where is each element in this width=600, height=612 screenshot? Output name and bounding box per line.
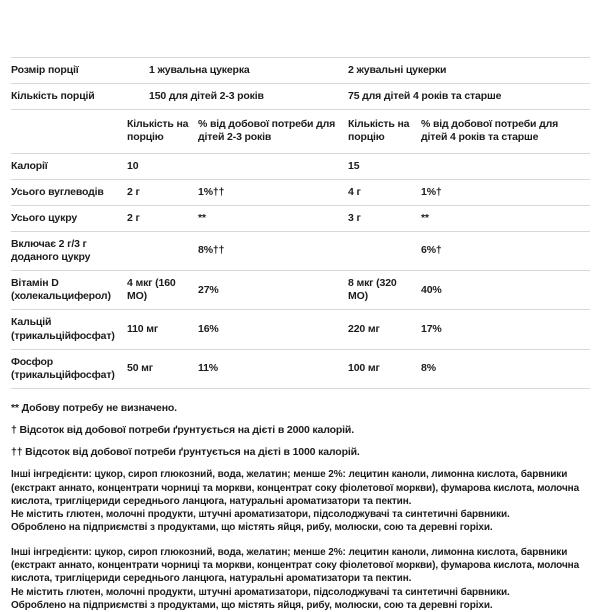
ingredients-paragraph-1	[11, 468, 590, 534]
nutrient-amount-group1: 10	[127, 159, 139, 172]
nutrient-label: Калорії	[11, 159, 48, 172]
col-header-dv-group2: % від добової потреби для дітей 4 років та старше	[421, 118, 559, 144]
nutrient-dv-group2: 17%	[421, 322, 442, 335]
nutrient-dv-group2: **	[421, 211, 429, 224]
servings-count-value-group2: 75 для дітей 4 років та старше	[348, 90, 502, 103]
table-row-total-sugars	[11, 206, 590, 232]
nutrient-amount-group2: 220 мг	[348, 322, 380, 335]
allergen-facility-sentence: Оброблено на підприємстві з продуктами, що містять яйця, рибу, молюски, сою та деревні горіхи.	[11, 599, 493, 611]
nutrient-amount-group1: 4 мкг (160 МО)	[127, 277, 176, 303]
footnote-2000-calorie-diet: † Відсоток від добової потреби ґрунтується на дієті в 2000 калорій.	[11, 424, 354, 436]
does-not-contain-sentence: Не містить глютен, молочні продукти, штучні ароматизатори, підсолоджувачі та синтетичні барвники.	[11, 586, 510, 598]
allergen-facility-sentence: Оброблено на підприємстві з продуктами, що містять яйця, рибу, молюски, сою та деревні горіхи.	[11, 522, 493, 534]
footnote-daily-value-not-established: ** Добову потребу не визначено.	[11, 401, 177, 414]
nutrient-amount-group2: 15	[348, 159, 360, 172]
nutrient-amount-group2: 4 г	[348, 185, 361, 198]
ingredients-paragraph-2	[11, 546, 590, 612]
footnote-1000-calorie-diet: †† Відсоток від добової потреби ґрунтується на дієті в 1000 калорій.	[11, 446, 360, 459]
table-row-calories	[11, 154, 590, 180]
nutrient-dv-group2: 40%	[421, 283, 442, 296]
other-ingredients-sentence: Інші інгредієнти: цукор, сироп глюкозний, вода, желатин; менше 2%: лецитин каноли, лимонна кислота, барвники (екстракт аннато, концентрати чорниці та моркви, концентрат соку фіолетової моркви), фумарова кислота, молочна кислота, тригліцериди середнього ланцюга, натуральні ароматизатори та пектин.	[11, 469, 580, 507]
serving-size-label: Розмір порції	[11, 64, 79, 76]
row-column-headers	[11, 110, 590, 153]
table-row-phosphorus	[11, 350, 590, 389]
footnotes-block	[11, 402, 590, 459]
nutrition-table	[11, 57, 590, 389]
serving-size-value-group1: 1 жувальна цукерка	[149, 64, 250, 76]
table-row-total-carbs	[11, 180, 590, 206]
nutrient-label: Вітамін D (холекальциферол)	[11, 277, 111, 303]
servings-count-label: Кількість порцій	[11, 90, 95, 103]
serving-size-value-group2: 2 жувальні цукерки	[348, 64, 447, 76]
nutrient-label: Усього цукру	[11, 211, 78, 224]
nutrient-label: Усього вуглеводів	[11, 185, 104, 198]
row-servings-count	[11, 84, 590, 110]
nutrient-label: Кальцій (трикальційфосфат)	[11, 316, 115, 342]
nutrient-dv-group2: 1%†	[421, 185, 442, 198]
nutrient-label: Включає 2 г/3 г доданого цукру	[11, 237, 91, 263]
col-header-amount-group2: Кількість на порцію	[348, 118, 410, 144]
nutrient-dv-group1: **	[198, 211, 206, 224]
nutrient-dv-group1: 16%	[198, 322, 219, 335]
nutrient-amount-group2: 100 мг	[348, 362, 380, 375]
nutrient-dv-group1: 1%††	[198, 185, 225, 198]
nutrient-dv-group1: 8%††	[198, 244, 225, 257]
does-not-contain-sentence: Не містить глютен, молочні продукти, штучні ароматизатори, підсолоджувачі та синтетичні барвники.	[11, 509, 510, 521]
nutrient-label: Фосфор (трикальційфосфат)	[11, 355, 115, 381]
other-ingredients-sentence: Інші інгредієнти: цукор, сироп глюкозний, вода, желатин; менше 2%: лецитин каноли, лимонна кислота, барвники (екстракт аннато, концентрати чорниці та моркви, концентрат соку фіолетової моркви), фумарова кислота, молочна кислота, тригліцериди середнього ланцюга, натуральні ароматизатори та пектин.	[11, 546, 580, 585]
nutrient-amount-group2: 8 мкг (320 МО)	[348, 277, 397, 303]
servings-count-value-group1: 150 для дітей 2-3 років	[149, 90, 264, 103]
nutrient-amount-group2: 3 г	[348, 211, 361, 224]
table-row-calcium	[11, 310, 590, 349]
nutrient-dv-group2: 8%	[421, 362, 436, 375]
nutrient-dv-group1: 11%	[198, 362, 218, 375]
col-header-dv-group1: % від добової потреби для дітей 2-3 років	[198, 118, 336, 144]
table-row-vitamin-d	[11, 271, 590, 310]
nutrient-dv-group1: 27%	[198, 283, 219, 296]
col-header-amount-group1: Кількість на порцію	[127, 118, 189, 144]
table-row-added-sugars	[11, 232, 590, 271]
nutrient-amount-group1: 2 г	[127, 211, 140, 224]
nutrient-dv-group2: 6%†	[421, 244, 442, 257]
row-serving-size	[11, 58, 590, 84]
nutrient-amount-group1: 2 г	[127, 185, 140, 198]
nutrient-amount-group1: 110 мг	[127, 322, 159, 335]
nutrient-amount-group1: 50 мг	[127, 362, 153, 375]
